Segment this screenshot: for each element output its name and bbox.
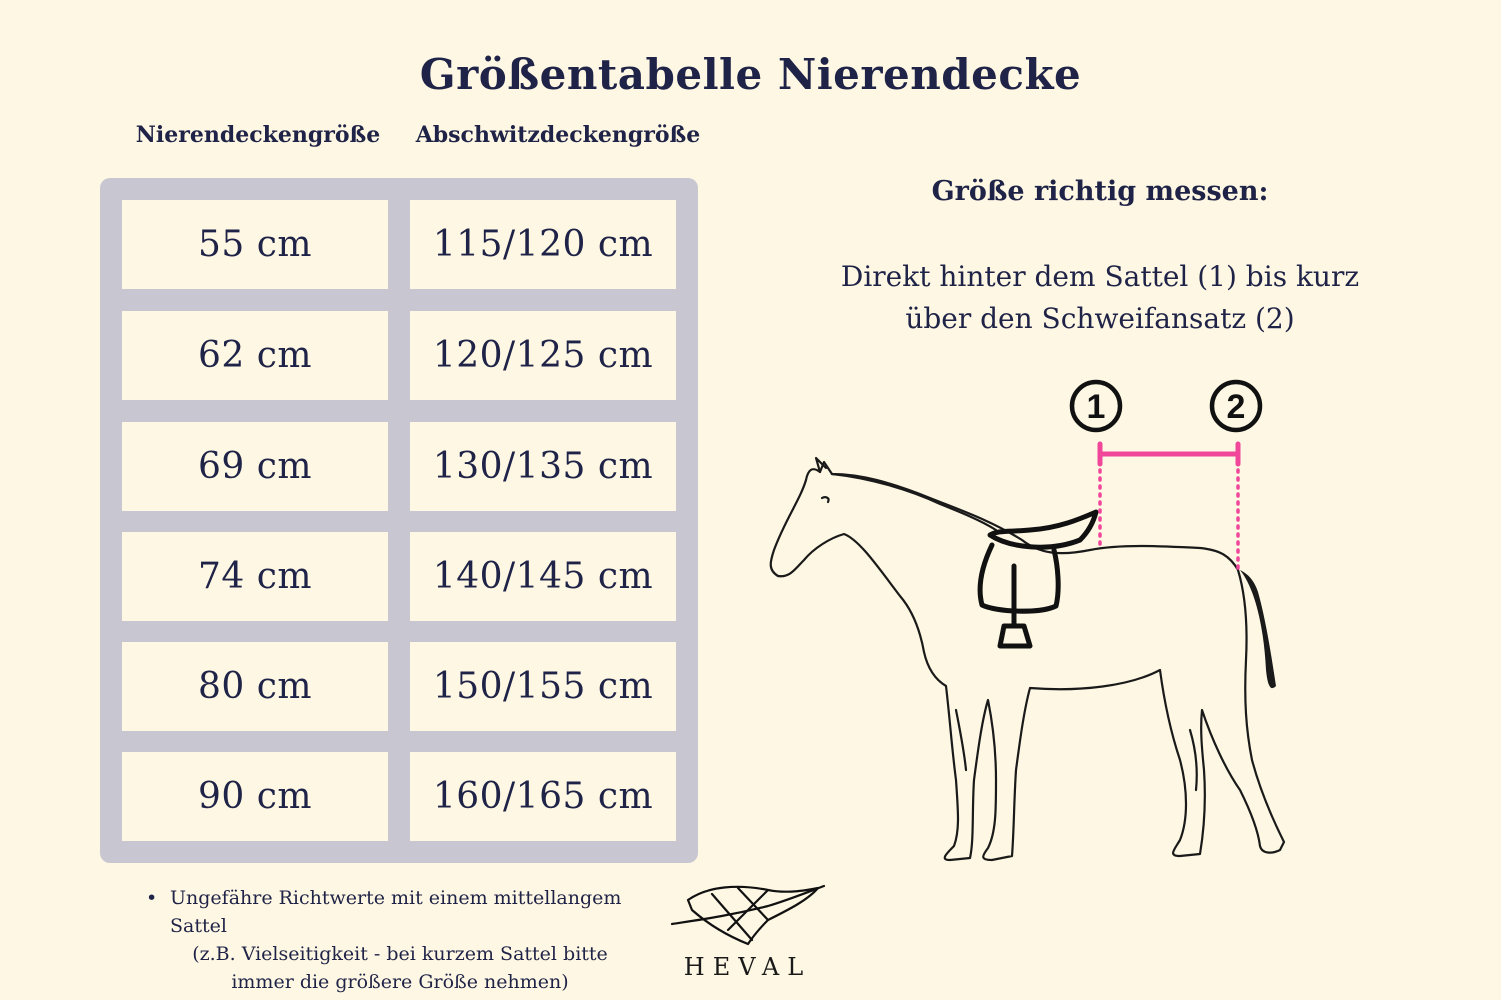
table-cell-nierendecke: 74 cm: [122, 532, 388, 621]
measure-heading: Größe richtig messen:: [931, 176, 1269, 207]
table-cell-abschwitzdecke: 160/165 cm: [410, 752, 676, 841]
stirrup-icon: [1000, 566, 1030, 646]
measure-line-1: Direkt hinter dem Sattel (1) bis kurz: [840, 260, 1360, 293]
table-cell-abschwitzdecke: 115/120 cm: [410, 200, 676, 289]
horse-body-outline: [771, 462, 1284, 860]
saddle-flap: [980, 545, 1058, 611]
page-title: Größentabelle Nierendecke: [419, 50, 1082, 99]
table-cell-nierendecke: 90 cm: [122, 752, 388, 841]
footnote-line-1: Ungefähre Richtwerte mit einem mittellangem Sattel: [170, 887, 622, 937]
table-cell-abschwitzdecke: 120/125 cm: [410, 311, 676, 400]
table-cell-abschwitzdecke: 150/155 cm: [410, 642, 676, 731]
table-cell-nierendecke: 62 cm: [122, 311, 388, 400]
table-cell-abschwitzdecke: 130/135 cm: [410, 422, 676, 511]
horse-mane: [832, 474, 996, 530]
table-cell-nierendecke: 55 cm: [122, 200, 388, 289]
footnote-line-3: immer die größere Größe nehmen): [231, 971, 569, 993]
table-cell-abschwitzdecke: 140/145 cm: [410, 532, 676, 621]
measure-line-2: über den Schweifansatz (2): [905, 302, 1295, 335]
saddle-icon: [990, 512, 1096, 547]
marker-2-label: 2: [1226, 388, 1246, 426]
column-header-abschwitzdecke: Abschwitzdeckengröße: [415, 122, 701, 148]
footnote-line-2: (z.B. Vielseitigkeit - bei kurzem Sattel bitte: [192, 943, 608, 965]
size-table: [100, 178, 698, 863]
table-cell-nierendecke: 80 cm: [122, 642, 388, 731]
column-header-nierendecke: Nierendeckengröße: [135, 122, 381, 148]
table-cell-nierendecke: 69 cm: [122, 422, 388, 511]
heval-logo-icon: [668, 880, 828, 950]
footnote: [130, 884, 670, 996]
horse-illustration: [760, 370, 1300, 870]
footnote-bullet: •: [146, 887, 158, 909]
measure-instructions: [820, 256, 1380, 340]
brand-name: HEVAL: [683, 953, 812, 981]
horse-eye: [822, 497, 829, 502]
marker-1-label: 1: [1086, 388, 1106, 426]
